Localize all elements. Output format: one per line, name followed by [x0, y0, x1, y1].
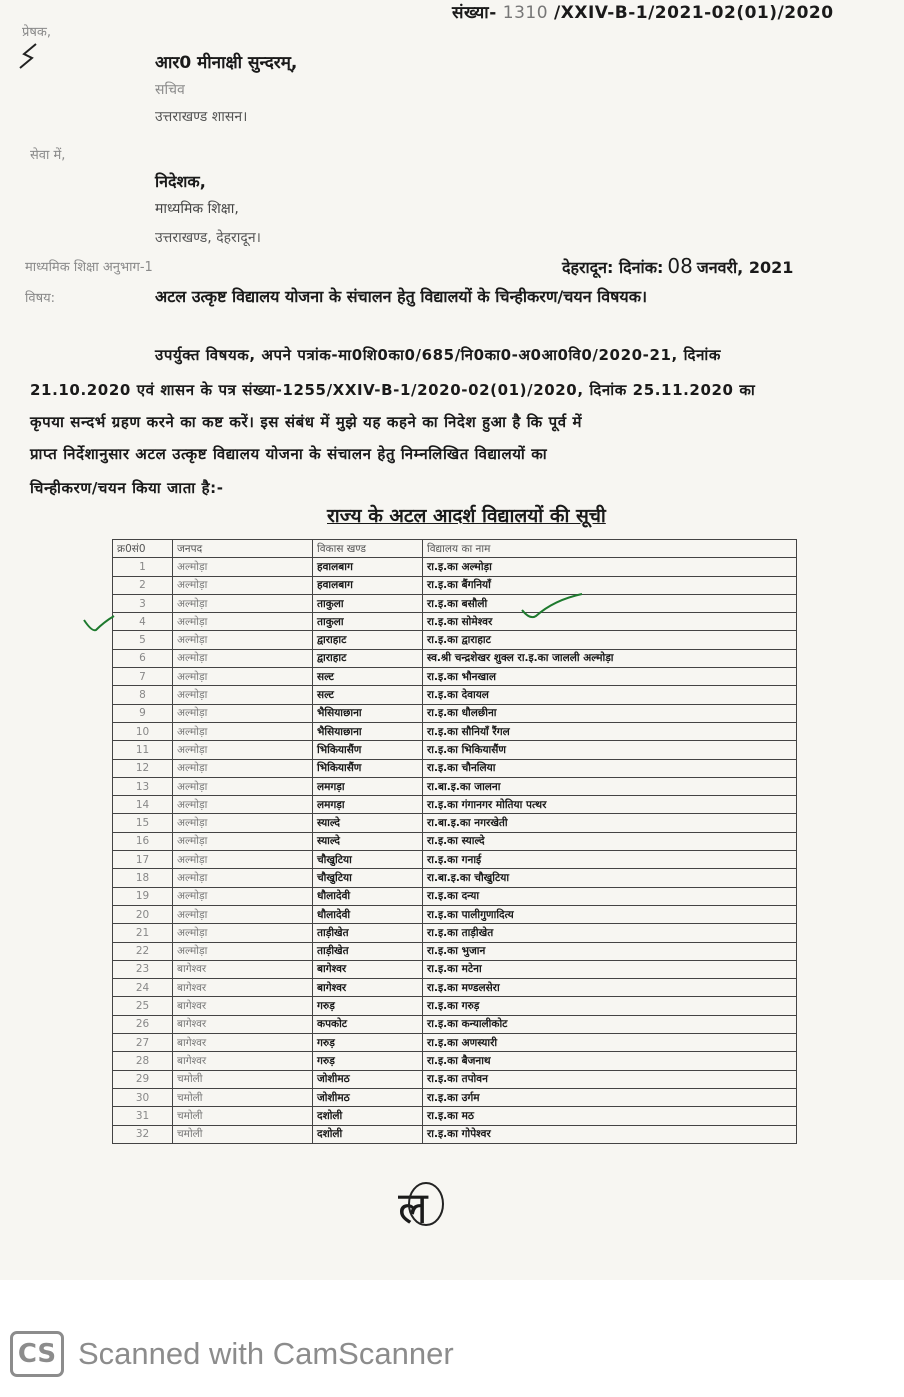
school-cell: रा.इ.का भिकियासैंण — [423, 741, 797, 759]
block-cell: गरुड़ — [313, 997, 423, 1015]
district-cell: बागेश्वर — [173, 1034, 313, 1052]
schools-table — [112, 539, 797, 1144]
table-row — [113, 796, 797, 814]
serial-cell: 9 — [113, 704, 173, 722]
body-line-1: उपर्युक्त विषयक, अपने पत्रांक-मा0शि0का0/685/नि0का0-अ0आ0वि0/2020-21, दिनांक — [155, 346, 722, 364]
district-cell: बागेश्वर — [173, 1052, 313, 1070]
block-cell: बागेश्वर — [313, 979, 423, 997]
district-cell: अल्मोड़ा — [173, 686, 313, 704]
serial-cell: 19 — [113, 887, 173, 905]
table-row — [113, 558, 797, 576]
serial-cell: 27 — [113, 1034, 173, 1052]
table-row — [113, 649, 797, 667]
ref-number: 1310 — [502, 3, 549, 23]
district-cell: अल्मोड़ा — [173, 649, 313, 667]
district-cell: चमोली — [173, 1107, 313, 1125]
district-cell: अल्मोड़ा — [173, 722, 313, 740]
recipient-designation: निदेशक, — [155, 172, 206, 191]
school-cell: रा.इ.का गनाई — [423, 851, 797, 869]
block-cell: ताकुला — [313, 594, 423, 612]
recipient-department: माध्यमिक शिक्षा, — [155, 201, 239, 217]
table-row — [113, 686, 797, 704]
block-cell: चौखुटिया — [313, 851, 423, 869]
district-cell: अल्मोड़ा — [173, 777, 313, 795]
block-cell: कपकोट — [313, 1015, 423, 1033]
table-header-row — [113, 540, 797, 558]
school-cell: रा.इ.का पालीगुणादित्य — [423, 905, 797, 923]
check-mark-icon — [520, 590, 584, 622]
subject-text: अटल उत्कृष्ट विद्यालय योजना के संचालन हेतु विद्यालयों के चिन्हीकरण/चयन विषयक। — [155, 287, 648, 306]
school-cell: रा.इ.का बैंगनियाँ — [423, 576, 797, 594]
table-row — [113, 1034, 797, 1052]
sender-designation: सचिव — [155, 82, 185, 98]
table-row — [113, 832, 797, 850]
school-cell: रा.बा.इ.का जालना — [423, 777, 797, 795]
school-cell: रा.इ.का चौनलिया — [423, 759, 797, 777]
table-row — [113, 1107, 797, 1125]
block-cell: धौलादेवी — [313, 905, 423, 923]
ref-suffix: /XXIV-B-1/2021-02(01)/2020 — [554, 3, 834, 23]
district-cell: अल्मोड़ा — [173, 796, 313, 814]
school-cell: रा.इ.का सौनियाँ रैंगल — [423, 722, 797, 740]
block-cell: द्वाराहाट — [313, 631, 423, 649]
school-cell: रा.इ.का देवायल — [423, 686, 797, 704]
block-cell: भिकियासैंण — [313, 741, 423, 759]
header-block: विकास खण्ड — [313, 540, 423, 558]
district-cell: अल्मोड़ा — [173, 631, 313, 649]
district-cell: अल्मोड़ा — [173, 759, 313, 777]
body-line-3: कृपया सन्दर्भ ग्रहण करने का कष्ट करें। इस संबंध में मुझे यह कहने का निदेश हुआ है कि पूर्व में — [30, 413, 583, 431]
table-row — [113, 631, 797, 649]
district-cell: अल्मोड़ा — [173, 558, 313, 576]
signature-initial: ल — [398, 1183, 428, 1234]
table-row — [113, 851, 797, 869]
table-row — [113, 960, 797, 978]
table-row — [113, 704, 797, 722]
serial-cell: 7 — [113, 668, 173, 686]
district-cell: चमोली — [173, 1125, 313, 1143]
subject-label: विषय: — [25, 291, 56, 306]
serial-cell: 18 — [113, 869, 173, 887]
school-cell: रा.इ.का भौनखाल — [423, 668, 797, 686]
date-label: देहरादून: दिनांक: — [562, 258, 664, 277]
block-cell: दशोली — [313, 1125, 423, 1143]
district-cell: अल्मोड़ा — [173, 594, 313, 612]
serial-cell: 1 — [113, 558, 173, 576]
table-row — [113, 613, 797, 631]
school-cell: रा.इ.का भुजान — [423, 942, 797, 960]
serial-cell: 31 — [113, 1107, 173, 1125]
district-cell: अल्मोड़ा — [173, 613, 313, 631]
school-cell: रा.इ.का सोमेश्वर — [423, 613, 797, 631]
school-cell: रा.इ.का बैजनाथ — [423, 1052, 797, 1070]
camscanner-label: Scanned with CamScanner — [78, 1336, 454, 1371]
table-row — [113, 1088, 797, 1106]
serial-cell: 28 — [113, 1052, 173, 1070]
serial-cell: 29 — [113, 1070, 173, 1088]
table-row — [113, 924, 797, 942]
district-cell: अल्मोड़ा — [173, 704, 313, 722]
district-cell: अल्मोड़ा — [173, 851, 313, 869]
serial-cell: 6 — [113, 649, 173, 667]
serial-cell: 13 — [113, 777, 173, 795]
block-cell: हवालबाग — [313, 576, 423, 594]
body-line-4: प्राप्त निर्देशानुसार अटल उत्कृष्ट विद्यालय योजना के संचालन हेतु निम्नलिखित विद्यालयों का — [30, 445, 548, 463]
school-cell: रा.इ.का गोपेश्वर — [423, 1125, 797, 1143]
serial-cell: 11 — [113, 741, 173, 759]
school-cell: रा.इ.का स्याल्दे — [423, 832, 797, 850]
school-cell: रा.इ.का मठ — [423, 1107, 797, 1125]
sender-name: आर0 मीनाक्षी सुन्दरम्, — [155, 53, 298, 73]
school-cell: रा.बा.इ.का चौखुटिया — [423, 869, 797, 887]
table-row — [113, 741, 797, 759]
school-cell: रा.इ.का मटेना — [423, 960, 797, 978]
block-cell: द्वाराहाट — [313, 649, 423, 667]
header-school: विद्यालय का नाम — [423, 540, 797, 558]
school-cell: रा.बा.इ.का नगरखेती — [423, 814, 797, 832]
district-cell: बागेश्वर — [173, 1015, 313, 1033]
recipient-location: उत्तराखण्ड, देहरादून। — [155, 230, 261, 246]
block-cell: भैसियाछाना — [313, 704, 423, 722]
block-cell: लमगड़ा — [313, 796, 423, 814]
serial-cell: 5 — [113, 631, 173, 649]
table-row — [113, 887, 797, 905]
serial-cell: 26 — [113, 1015, 173, 1033]
district-cell: चमोली — [173, 1070, 313, 1088]
to-label: सेवा में, — [30, 148, 66, 163]
district-cell: अल्मोड़ा — [173, 924, 313, 942]
serial-cell: 23 — [113, 960, 173, 978]
school-cell: स्व.श्री चन्द्रशेखर शुक्ल रा.इ.का जालली अल्मोड़ा — [423, 649, 797, 667]
school-cell: रा.इ.का दन्या — [423, 887, 797, 905]
school-cell: रा.इ.का मण्डलसेरा — [423, 979, 797, 997]
table-row — [113, 942, 797, 960]
block-cell: हवालबाग — [313, 558, 423, 576]
district-cell: बागेश्वर — [173, 979, 313, 997]
table-row — [113, 905, 797, 923]
serial-cell: 17 — [113, 851, 173, 869]
block-cell: जोशीमठ — [313, 1070, 423, 1088]
table-row — [113, 869, 797, 887]
block-cell: गरुड़ — [313, 1034, 423, 1052]
table-row — [113, 979, 797, 997]
block-cell: बागेश्वर — [313, 960, 423, 978]
table-row — [113, 668, 797, 686]
section-label: माध्यमिक शिक्षा अनुभाग-1 — [25, 260, 153, 275]
school-cell: रा.इ.का ताड़ीखेत — [423, 924, 797, 942]
school-cell: रा.इ.का अल्मोड़ा — [423, 558, 797, 576]
school-cell: रा.इ.का उर्गम — [423, 1088, 797, 1106]
date-rest: जनवरी, 2021 — [696, 258, 794, 277]
table-row — [113, 722, 797, 740]
body-line-2: 21.10.2020 एवं शासन के पत्र संख्या-1255/XXIV-B-1/2020-02(01)/2020, दिनांक 25.11.2020 का — [30, 381, 756, 399]
block-cell: जोशीमठ — [313, 1088, 423, 1106]
district-cell: बागेश्वर — [173, 960, 313, 978]
serial-cell: 25 — [113, 997, 173, 1015]
district-cell: चमोली — [173, 1088, 313, 1106]
from-label: प्रेषक, — [22, 25, 52, 40]
date-day: 08 — [667, 254, 693, 278]
block-cell: ताड़ीखेत — [313, 942, 423, 960]
school-cell: रा.इ.का द्वाराहाट — [423, 631, 797, 649]
block-cell: चौखुटिया — [313, 869, 423, 887]
list-title: राज्य के अटल आदर्श विद्यालयों की सूची — [327, 505, 606, 527]
serial-cell: 4 — [113, 613, 173, 631]
reference-number — [452, 0, 834, 23]
district-cell: अल्मोड़ा — [173, 668, 313, 686]
serial-cell: 10 — [113, 722, 173, 740]
camscanner-logo: CS — [10, 1331, 64, 1377]
school-cell: रा.इ.का बसौली — [423, 594, 797, 612]
district-cell: अल्मोड़ा — [173, 741, 313, 759]
serial-cell: 3 — [113, 594, 173, 612]
school-cell: रा.इ.का तपोवन — [423, 1070, 797, 1088]
table-row — [113, 1125, 797, 1143]
check-mark-icon — [82, 612, 116, 634]
table-row — [113, 1052, 797, 1070]
serial-cell: 20 — [113, 905, 173, 923]
district-cell: अल्मोड़ा — [173, 942, 313, 960]
school-cell: रा.इ.का गंगानगर मोतिया पत्थर — [423, 796, 797, 814]
district-cell: अल्मोड़ा — [173, 905, 313, 923]
table-row — [113, 1070, 797, 1088]
block-cell: गरुड़ — [313, 1052, 423, 1070]
ref-prefix: संख्या- — [452, 3, 497, 23]
signature-circle-icon — [405, 1180, 447, 1228]
block-cell: भिकियासैंण — [313, 759, 423, 777]
serial-cell: 24 — [113, 979, 173, 997]
school-cell: रा.इ.का अणस्यारी — [423, 1034, 797, 1052]
district-cell: अल्मोड़ा — [173, 576, 313, 594]
table-row — [113, 1015, 797, 1033]
table-row — [113, 777, 797, 795]
block-cell: स्याल्दे — [313, 814, 423, 832]
block-cell: भैसियाछाना — [313, 722, 423, 740]
serial-cell: 32 — [113, 1125, 173, 1143]
header-serial: क्र0सं0 — [113, 540, 173, 558]
district-cell: अल्मोड़ा — [173, 814, 313, 832]
school-cell: रा.इ.का गरुड़ — [423, 997, 797, 1015]
district-cell: अल्मोड़ा — [173, 832, 313, 850]
block-cell: स्याल्दे — [313, 832, 423, 850]
serial-cell: 2 — [113, 576, 173, 594]
serial-cell: 15 — [113, 814, 173, 832]
serial-cell: 22 — [113, 942, 173, 960]
table-row — [113, 576, 797, 594]
block-cell: लमगड़ा — [313, 777, 423, 795]
school-cell: रा.इ.का कन्यालीकोट — [423, 1015, 797, 1033]
school-cell: रा.इ.का धौलछीना — [423, 704, 797, 722]
block-cell: ताड़ीखेत — [313, 924, 423, 942]
margin-mark-icon — [16, 40, 40, 70]
serial-cell: 8 — [113, 686, 173, 704]
table-body — [113, 558, 797, 1144]
block-cell: सल्ट — [313, 668, 423, 686]
block-cell: धौलादेवी — [313, 887, 423, 905]
district-cell: अल्मोड़ा — [173, 887, 313, 905]
serial-cell: 14 — [113, 796, 173, 814]
serial-cell: 12 — [113, 759, 173, 777]
table-row — [113, 759, 797, 777]
table-row — [113, 814, 797, 832]
body-line-5: चिन्हीकरण/चयन किया जाता है:- — [30, 479, 224, 497]
district-cell: अल्मोड़ा — [173, 869, 313, 887]
block-cell: दशोली — [313, 1107, 423, 1125]
letter-date — [562, 254, 793, 278]
header-district: जनपद — [173, 540, 313, 558]
serial-cell: 16 — [113, 832, 173, 850]
serial-cell: 30 — [113, 1088, 173, 1106]
block-cell: ताकुला — [313, 613, 423, 631]
serial-cell: 21 — [113, 924, 173, 942]
sender-government: उत्तराखण्ड शासन। — [155, 109, 248, 125]
table-row — [113, 997, 797, 1015]
district-cell: बागेश्वर — [173, 997, 313, 1015]
table-row — [113, 594, 797, 612]
block-cell: सल्ट — [313, 686, 423, 704]
